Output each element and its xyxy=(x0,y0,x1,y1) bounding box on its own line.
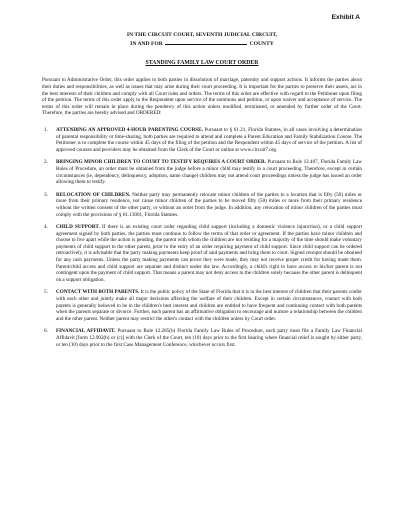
item-heading: CONTACT WITH BOTH PARENTS. xyxy=(56,289,140,296)
item-text: Neither party may permanently relocate minor children of the parties to a location that is fifty (50) miles or more from their primary residence, nor cause minor children of the parties to be moved fifty (50) miles or more from their primary residence without the written consent of the other party, or without an order from the judge. In addition, any relocation of minor children of the parties must comply with the provisions of § 61.13001, Florida Statutes. xyxy=(56,191,362,218)
item-number: 2. xyxy=(44,159,48,166)
item-text: Pursuant to Rule 12.407, Florida Family Law Rules of Procedure, an order must be obtained from the judge before a minor child may testify in a court proceeding. Therefore, except in certain circumstances (ie, dependency, delinquency, adoption, name change) children may not attend court proceedings unless the judge has issued an order allowing them to testify. xyxy=(56,159,362,186)
order-item xyxy=(42,159,362,185)
item-number: 6. xyxy=(44,328,48,335)
court-line-2 xyxy=(42,39,362,48)
item-text: If there is an existing court order regarding child support (including a domestic violence injunction), or a child support agreement signed by both parties, the parties must continue to follow the terms of that order or agreement. If the parties have minor children and choose to live apart while the action is pending, the parent with whom the children are not residing for a majority of the time should make voluntary payments of child support to the other parent, prior to the entry of an order requiring payment of child support. Since child support can be ordered retroactively, it is advisable that the party making payments keep proof of said payments and bring them to court. Signed receipts should be obtained for any cash payments. Unless the party making payments can prove they were made, they may not receive proper credit for having made them. Parent/child access and child support are separate and distinct under the law. Accordingly, a child's right to have access to his/her parent is not contingent upon the payment of child support. That means a parent may not deny access to the children solely because the other parent is delinquent on a support obligation. xyxy=(56,224,362,283)
item-text: Pursuant to § 61.21, Florida Statutes, in all cases involving a determination of parental responsibility or time-sharing, both parties are required to attend and complete a Parent Education and Family Stabilization Course. The Petitioner is to complete the course within 45 days of the filing of the petition and the Respondent within 45 days of service of the petition. A list of approved courses and providers may be obtained from the Clerk of the Court or online at www.circuit7.org. xyxy=(56,126,362,153)
item-number: 1. xyxy=(44,126,48,133)
order-item xyxy=(42,328,362,348)
order-item xyxy=(42,127,362,153)
item-heading: BRINGING MINOR CHILDREN TO COURT TO TESTIFY REQUIRES A COURT ORDER. xyxy=(56,159,266,166)
item-heading: CHILD SUPPORT. xyxy=(56,224,100,231)
order-item xyxy=(42,224,362,283)
order-title: STANDING FAMILY LAW COURT ORDER xyxy=(145,60,259,67)
exhibit-label: Exhibit A xyxy=(331,14,360,21)
court-line-2-suffix: COUNTY xyxy=(249,41,274,48)
court-line-1: IN THE CIRCUIT COURT, SEVENTH JUDICIAL CIRCUIT, xyxy=(126,32,278,38)
court-line-2-prefix: IN AND FOR xyxy=(130,41,163,48)
item-text: Pursuant to Rule 12.285(b) Florida Family Law Rules of Procedure, each party must file a Family Law Financial Affidavit [form 12.902(b) or (c)] with the Clerk of the Court, ten (10) days prior to the first hearing where financial relief is sought by either party, or ten (10) days prior to the first Case Management Conference, whichever occurs first. xyxy=(56,328,362,348)
item-text: It is the public policy of the State of Florida that it is in the best interest of children that their parents confer with each other and jointly make all major decisions affecting the welfare of their children. Except in certain circumstances, contact with both parents is generally believed to be in the children's best interest and children are entitled to have frequent and continuing contact with both parents when the parents separate or divorce. Further, each parent has an affirmative obligation to encourage and nurture a relationship between the children and the other parent. Neither parent may restrict the other's contact with the children unless by Court order. xyxy=(56,289,362,322)
court-caption xyxy=(42,32,362,48)
item-number: 3. xyxy=(44,191,48,198)
order-item xyxy=(42,192,362,218)
item-heading: RELOCATION OF CHILDREN. xyxy=(56,191,131,198)
item-number: 4. xyxy=(44,224,48,231)
order-items xyxy=(42,127,362,348)
intro-paragraph: Pursuant to Administrative Order, this order applies to both parties in dissolution of marriage, paternity and support actions. It informs the parties about their duties and responsibilities, as well as issues that may arise during their court proceeding. It is important for the parties to preserve their assets, act in the best interests of their children and comply with all Court rules and orders. The terms of this order are effective with regard to the Petitioner upon filing of the petition. The terms of this order apply to the Respondent upon service of the summons and petition, or upon waiver and acceptance of service. The terms of this order will remain in place during the pendency of this action unless modified, terminated, or amended by further order of the Court. Therefore, the parties are hereby advised and ORDERED: xyxy=(42,77,362,117)
item-heading: ATTENDING AN APPROVED 4-HOUR PARENTING COURSE. xyxy=(56,126,203,133)
item-heading: FINANCIAL AFFIDAVIT. xyxy=(56,328,116,335)
county-blank xyxy=(165,39,247,45)
item-number: 5. xyxy=(44,289,48,296)
order-item xyxy=(42,289,362,322)
